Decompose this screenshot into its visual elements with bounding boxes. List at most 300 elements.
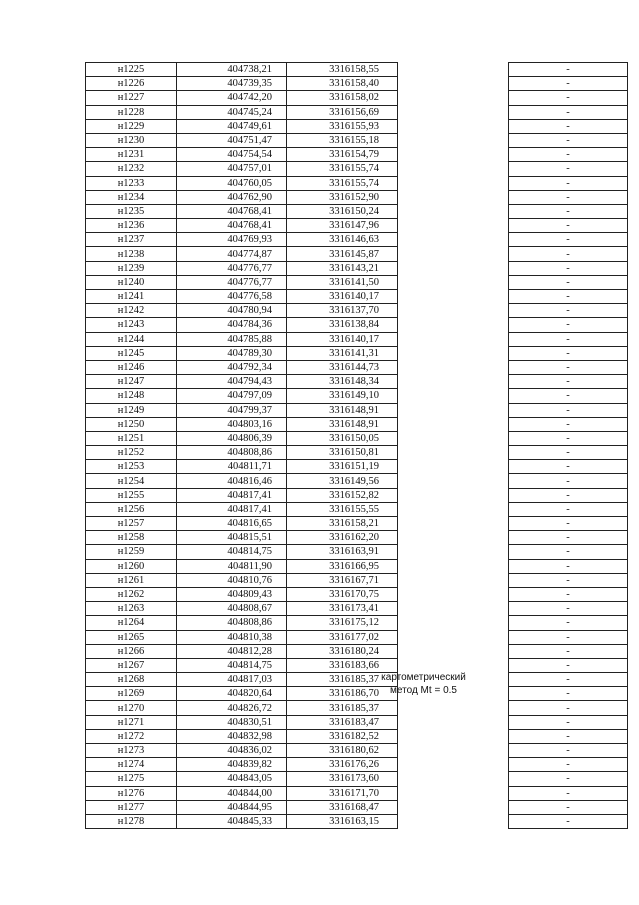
method-cell <box>398 701 509 715</box>
method-cell <box>398 786 509 800</box>
x-coordinate-cell: 404769,93 <box>177 233 287 247</box>
method-cell <box>398 290 509 304</box>
x-coordinate-cell: 404768,41 <box>177 204 287 218</box>
point-name-cell: н1226 <box>86 77 177 91</box>
x-coordinate-cell: 404836,02 <box>177 744 287 758</box>
table-row <box>86 502 628 516</box>
point-name-cell: н1239 <box>86 261 177 275</box>
point-name-cell: н1267 <box>86 658 177 672</box>
method-cell <box>398 545 509 559</box>
table-row <box>86 446 628 460</box>
method-cell <box>398 729 509 743</box>
point-name-cell: н1270 <box>86 701 177 715</box>
dash-cell: - <box>509 502 628 516</box>
method-cell <box>398 559 509 573</box>
method-cell <box>398 744 509 758</box>
x-coordinate-cell: 404839,82 <box>177 758 287 772</box>
dash-cell: - <box>509 176 628 190</box>
table-row <box>86 318 628 332</box>
table-row <box>86 488 628 502</box>
method-cell <box>398 176 509 190</box>
x-coordinate-cell: 404757,01 <box>177 162 287 176</box>
point-name-cell: н1273 <box>86 744 177 758</box>
x-coordinate-cell: 404812,28 <box>177 644 287 658</box>
y-coordinate-cell: 3316148,91 <box>287 403 398 417</box>
table-row <box>86 687 628 701</box>
point-name-cell: н1275 <box>86 772 177 786</box>
dash-cell: - <box>509 488 628 502</box>
y-coordinate-cell: 3316155,93 <box>287 119 398 133</box>
x-coordinate-cell: 404776,77 <box>177 275 287 289</box>
method-cell <box>398 573 509 587</box>
dash-cell: - <box>509 814 628 828</box>
table-row <box>86 559 628 573</box>
table-row <box>86 431 628 445</box>
point-name-cell: н1276 <box>86 786 177 800</box>
method-cell <box>398 275 509 289</box>
table-row <box>86 814 628 828</box>
y-coordinate-cell: 3316168,47 <box>287 800 398 814</box>
table-row <box>86 715 628 729</box>
dash-cell: - <box>509 105 628 119</box>
dash-cell: - <box>509 389 628 403</box>
point-name-cell: н1262 <box>86 587 177 601</box>
point-name-cell: н1266 <box>86 644 177 658</box>
dash-cell: - <box>509 375 628 389</box>
method-cell <box>398 488 509 502</box>
y-coordinate-cell: 3316150,24 <box>287 204 398 218</box>
point-name-cell: н1230 <box>86 133 177 147</box>
y-coordinate-cell: 3316148,34 <box>287 375 398 389</box>
dash-cell: - <box>509 673 628 687</box>
x-coordinate-cell: 404754,54 <box>177 148 287 162</box>
coordinates-table <box>85 62 628 829</box>
y-coordinate-cell: 3316140,17 <box>287 332 398 346</box>
dash-cell: - <box>509 403 628 417</box>
y-coordinate-cell: 3316183,66 <box>287 658 398 672</box>
method-cell <box>398 375 509 389</box>
coordinates-table-body <box>86 63 628 829</box>
table-row <box>86 517 628 531</box>
point-name-cell: н1274 <box>86 758 177 772</box>
point-name-cell: н1248 <box>86 389 177 403</box>
x-coordinate-cell: 404820,64 <box>177 687 287 701</box>
x-coordinate-cell: 404806,39 <box>177 431 287 445</box>
point-name-cell: н1240 <box>86 275 177 289</box>
y-coordinate-cell: 3316155,55 <box>287 502 398 516</box>
x-coordinate-cell: 404814,75 <box>177 658 287 672</box>
x-coordinate-cell: 404817,41 <box>177 502 287 516</box>
y-coordinate-cell: 3316176,26 <box>287 758 398 772</box>
x-coordinate-cell: 404768,41 <box>177 219 287 233</box>
dash-cell: - <box>509 786 628 800</box>
x-coordinate-cell: 404832,98 <box>177 729 287 743</box>
x-coordinate-cell: 404808,86 <box>177 446 287 460</box>
method-cell <box>398 602 509 616</box>
method-label-line1: картометрический <box>381 672 466 683</box>
x-coordinate-cell: 404843,05 <box>177 772 287 786</box>
y-coordinate-cell: 3316150,05 <box>287 431 398 445</box>
x-coordinate-cell: 404817,41 <box>177 488 287 502</box>
method-cell <box>398 502 509 516</box>
table-row <box>86 247 628 261</box>
method-cell <box>398 261 509 275</box>
dash-cell: - <box>509 133 628 147</box>
x-coordinate-cell: 404808,67 <box>177 602 287 616</box>
point-name-cell: н1254 <box>86 474 177 488</box>
x-coordinate-cell: 404810,76 <box>177 573 287 587</box>
table-row <box>86 304 628 318</box>
dash-cell: - <box>509 332 628 346</box>
dash-cell: - <box>509 219 628 233</box>
dash-cell: - <box>509 531 628 545</box>
table-row <box>86 772 628 786</box>
point-name-cell: н1277 <box>86 800 177 814</box>
y-coordinate-cell: 3316152,90 <box>287 190 398 204</box>
point-name-cell: н1243 <box>86 318 177 332</box>
table-row <box>86 176 628 190</box>
point-name-cell: н1225 <box>86 63 177 77</box>
table-row <box>86 545 628 559</box>
x-coordinate-cell: 404739,35 <box>177 77 287 91</box>
method-cell <box>398 616 509 630</box>
x-coordinate-cell: 404817,03 <box>177 673 287 687</box>
method-cell <box>398 247 509 261</box>
dash-cell: - <box>509 772 628 786</box>
method-cell <box>398 91 509 105</box>
dash-cell: - <box>509 715 628 729</box>
x-coordinate-cell: 404794,43 <box>177 375 287 389</box>
x-coordinate-cell: 404745,24 <box>177 105 287 119</box>
x-coordinate-cell: 404844,00 <box>177 786 287 800</box>
x-coordinate-cell: 404760,05 <box>177 176 287 190</box>
x-coordinate-cell: 404811,71 <box>177 460 287 474</box>
dash-cell: - <box>509 162 628 176</box>
table-row <box>86 403 628 417</box>
x-coordinate-cell: 404799,37 <box>177 403 287 417</box>
point-name-cell: н1259 <box>86 545 177 559</box>
table-row <box>86 119 628 133</box>
y-coordinate-cell: 3316151,19 <box>287 460 398 474</box>
table-row <box>86 474 628 488</box>
table-row <box>86 786 628 800</box>
table-row <box>86 332 628 346</box>
method-cell <box>398 800 509 814</box>
y-coordinate-cell: 3316138,84 <box>287 318 398 332</box>
dash-cell: - <box>509 687 628 701</box>
table-row <box>86 233 628 247</box>
table-row <box>86 531 628 545</box>
table-row <box>86 658 628 672</box>
dash-cell: - <box>509 800 628 814</box>
y-coordinate-cell: 3316141,31 <box>287 346 398 360</box>
table-row <box>86 261 628 275</box>
table-row <box>86 460 628 474</box>
table-row <box>86 644 628 658</box>
point-name-cell: н1268 <box>86 673 177 687</box>
point-name-cell: н1265 <box>86 630 177 644</box>
table-row <box>86 616 628 630</box>
method-cell <box>398 417 509 431</box>
point-name-cell: н1252 <box>86 446 177 460</box>
point-name-cell: н1272 <box>86 729 177 743</box>
point-name-cell: н1251 <box>86 431 177 445</box>
method-cell <box>398 715 509 729</box>
table-row <box>86 105 628 119</box>
point-name-cell: н1260 <box>86 559 177 573</box>
point-name-cell: н1258 <box>86 531 177 545</box>
dash-cell: - <box>509 275 628 289</box>
point-name-cell: н1253 <box>86 460 177 474</box>
y-coordinate-cell: 3316156,69 <box>287 105 398 119</box>
method-cell <box>398 204 509 218</box>
dash-cell: - <box>509 460 628 474</box>
x-coordinate-cell: 404811,90 <box>177 559 287 573</box>
table-row <box>86 701 628 715</box>
x-coordinate-cell: 404789,30 <box>177 346 287 360</box>
table-row <box>86 275 628 289</box>
dash-cell: - <box>509 290 628 304</box>
dash-cell: - <box>509 545 628 559</box>
table-row <box>86 800 628 814</box>
point-name-cell: н1233 <box>86 176 177 190</box>
x-coordinate-cell: 404774,87 <box>177 247 287 261</box>
table-row <box>86 389 628 403</box>
method-cell <box>398 318 509 332</box>
dash-cell: - <box>509 658 628 672</box>
method-cell <box>398 772 509 786</box>
point-name-cell: н1247 <box>86 375 177 389</box>
method-cell <box>398 148 509 162</box>
dash-cell: - <box>509 474 628 488</box>
method-cell <box>398 517 509 531</box>
point-name-cell: н1271 <box>86 715 177 729</box>
dash-cell: - <box>509 616 628 630</box>
dash-cell: - <box>509 190 628 204</box>
method-cell <box>398 758 509 772</box>
point-name-cell: н1264 <box>86 616 177 630</box>
dash-cell: - <box>509 559 628 573</box>
method-cell <box>398 162 509 176</box>
x-coordinate-cell: 404797,09 <box>177 389 287 403</box>
method-note <box>367 671 480 697</box>
x-coordinate-cell: 404803,16 <box>177 417 287 431</box>
point-name-cell: н1227 <box>86 91 177 105</box>
y-coordinate-cell: 3316146,63 <box>287 233 398 247</box>
table-row <box>86 346 628 360</box>
x-coordinate-cell: 404784,36 <box>177 318 287 332</box>
table-row <box>86 729 628 743</box>
point-name-cell: н1229 <box>86 119 177 133</box>
point-name-cell: н1261 <box>86 573 177 587</box>
dash-cell: - <box>509 204 628 218</box>
table-row <box>86 219 628 233</box>
point-name-cell: н1236 <box>86 219 177 233</box>
y-coordinate-cell: 3316158,40 <box>287 77 398 91</box>
y-coordinate-cell: 3316148,91 <box>287 417 398 431</box>
table-row <box>86 204 628 218</box>
dash-cell: - <box>509 573 628 587</box>
table-row <box>86 190 628 204</box>
table-row <box>86 375 628 389</box>
dash-cell: - <box>509 644 628 658</box>
method-cell <box>398 403 509 417</box>
y-coordinate-cell: 3316175,12 <box>287 616 398 630</box>
point-name-cell: н1249 <box>86 403 177 417</box>
table-row <box>86 630 628 644</box>
method-cell <box>398 63 509 77</box>
method-cell <box>398 446 509 460</box>
point-name-cell: н1235 <box>86 204 177 218</box>
dash-cell: - <box>509 517 628 531</box>
method-cell <box>398 389 509 403</box>
dash-cell: - <box>509 587 628 601</box>
dash-cell: - <box>509 744 628 758</box>
method-cell <box>398 77 509 91</box>
x-coordinate-cell: 404816,65 <box>177 517 287 531</box>
y-coordinate-cell: 3316183,47 <box>287 715 398 729</box>
point-name-cell: н1234 <box>86 190 177 204</box>
y-coordinate-cell: 3316155,74 <box>287 162 398 176</box>
point-name-cell: н1257 <box>86 517 177 531</box>
method-cell <box>398 814 509 828</box>
y-coordinate-cell: 3316141,50 <box>287 275 398 289</box>
method-cell <box>398 119 509 133</box>
x-coordinate-cell: 404844,95 <box>177 800 287 814</box>
y-coordinate-cell: 3316149,10 <box>287 389 398 403</box>
dash-cell: - <box>509 148 628 162</box>
table-row <box>86 360 628 374</box>
y-coordinate-cell: 3316163,91 <box>287 545 398 559</box>
x-coordinate-cell: 404749,61 <box>177 119 287 133</box>
table-row <box>86 602 628 616</box>
method-cell <box>398 133 509 147</box>
point-name-cell: н1269 <box>86 687 177 701</box>
method-cell <box>398 105 509 119</box>
method-cell <box>398 460 509 474</box>
dash-cell: - <box>509 318 628 332</box>
y-coordinate-cell: 3316158,21 <box>287 517 398 531</box>
x-coordinate-cell: 404826,72 <box>177 701 287 715</box>
dash-cell: - <box>509 77 628 91</box>
y-coordinate-cell: 3316182,52 <box>287 729 398 743</box>
x-coordinate-cell: 404742,20 <box>177 91 287 105</box>
dash-cell: - <box>509 247 628 261</box>
y-coordinate-cell: 3316143,21 <box>287 261 398 275</box>
y-coordinate-cell: 3316163,15 <box>287 814 398 828</box>
dash-cell: - <box>509 417 628 431</box>
dash-cell: - <box>509 701 628 715</box>
y-coordinate-cell: 3316152,82 <box>287 488 398 502</box>
x-coordinate-cell: 404762,90 <box>177 190 287 204</box>
method-cell <box>398 630 509 644</box>
y-coordinate-cell: 3316140,17 <box>287 290 398 304</box>
y-coordinate-cell: 3316173,60 <box>287 772 398 786</box>
table-row <box>86 162 628 176</box>
y-coordinate-cell: 3316177,02 <box>287 630 398 644</box>
method-cell <box>398 474 509 488</box>
y-coordinate-cell: 3316147,96 <box>287 219 398 233</box>
y-coordinate-cell: 3316173,41 <box>287 602 398 616</box>
x-coordinate-cell: 404785,88 <box>177 332 287 346</box>
y-coordinate-cell: 3316137,70 <box>287 304 398 318</box>
table-row <box>86 573 628 587</box>
table-row <box>86 758 628 772</box>
table-row <box>86 417 628 431</box>
point-name-cell: н1278 <box>86 814 177 828</box>
x-coordinate-cell: 404738,21 <box>177 63 287 77</box>
x-coordinate-cell: 404776,58 <box>177 290 287 304</box>
point-name-cell: н1238 <box>86 247 177 261</box>
x-coordinate-cell: 404845,33 <box>177 814 287 828</box>
y-coordinate-cell: 3316144,73 <box>287 360 398 374</box>
x-coordinate-cell: 404815,51 <box>177 531 287 545</box>
point-name-cell: н1241 <box>86 290 177 304</box>
table-row <box>86 77 628 91</box>
method-label-line2: метод Mt = 0.5 <box>390 685 457 696</box>
dash-cell: - <box>509 630 628 644</box>
dash-cell: - <box>509 63 628 77</box>
x-coordinate-cell: 404792,34 <box>177 360 287 374</box>
dash-cell: - <box>509 119 628 133</box>
method-cell <box>398 360 509 374</box>
y-coordinate-cell: 3316155,18 <box>287 133 398 147</box>
point-name-cell: н1250 <box>86 417 177 431</box>
table-row <box>86 148 628 162</box>
x-coordinate-cell: 404830,51 <box>177 715 287 729</box>
method-cell <box>398 233 509 247</box>
point-name-cell: н1237 <box>86 233 177 247</box>
point-name-cell: н1244 <box>86 332 177 346</box>
x-coordinate-cell: 404809,43 <box>177 587 287 601</box>
dash-cell: - <box>509 233 628 247</box>
table-row <box>86 63 628 77</box>
x-coordinate-cell: 404816,46 <box>177 474 287 488</box>
x-coordinate-cell: 404751,47 <box>177 133 287 147</box>
y-coordinate-cell: 3316170,75 <box>287 587 398 601</box>
table-row <box>86 673 628 687</box>
point-name-cell: н1245 <box>86 346 177 360</box>
method-cell <box>398 332 509 346</box>
y-coordinate-cell: 3316166,95 <box>287 559 398 573</box>
x-coordinate-cell: 404808,86 <box>177 616 287 630</box>
point-name-cell: н1256 <box>86 502 177 516</box>
table-row <box>86 133 628 147</box>
method-cell <box>398 346 509 360</box>
y-coordinate-cell: 3316154,79 <box>287 148 398 162</box>
dash-cell: - <box>509 91 628 105</box>
dash-cell: - <box>509 304 628 318</box>
y-coordinate-cell: 3316150,81 <box>287 446 398 460</box>
point-name-cell: н1246 <box>86 360 177 374</box>
table-row <box>86 587 628 601</box>
y-coordinate-cell: 3316158,02 <box>287 91 398 105</box>
table-row <box>86 91 628 105</box>
method-cell <box>398 219 509 233</box>
y-coordinate-cell: 3316186,70 <box>287 687 398 701</box>
method-cell <box>398 431 509 445</box>
dash-cell: - <box>509 729 628 743</box>
x-coordinate-cell: 404776,77 <box>177 261 287 275</box>
method-cell <box>398 304 509 318</box>
point-name-cell: н1255 <box>86 488 177 502</box>
dash-cell: - <box>509 360 628 374</box>
x-coordinate-cell: 404810,38 <box>177 630 287 644</box>
point-name-cell: н1263 <box>86 602 177 616</box>
dash-cell: - <box>509 261 628 275</box>
y-coordinate-cell: 3316158,55 <box>287 63 398 77</box>
y-coordinate-cell: 3316167,71 <box>287 573 398 587</box>
